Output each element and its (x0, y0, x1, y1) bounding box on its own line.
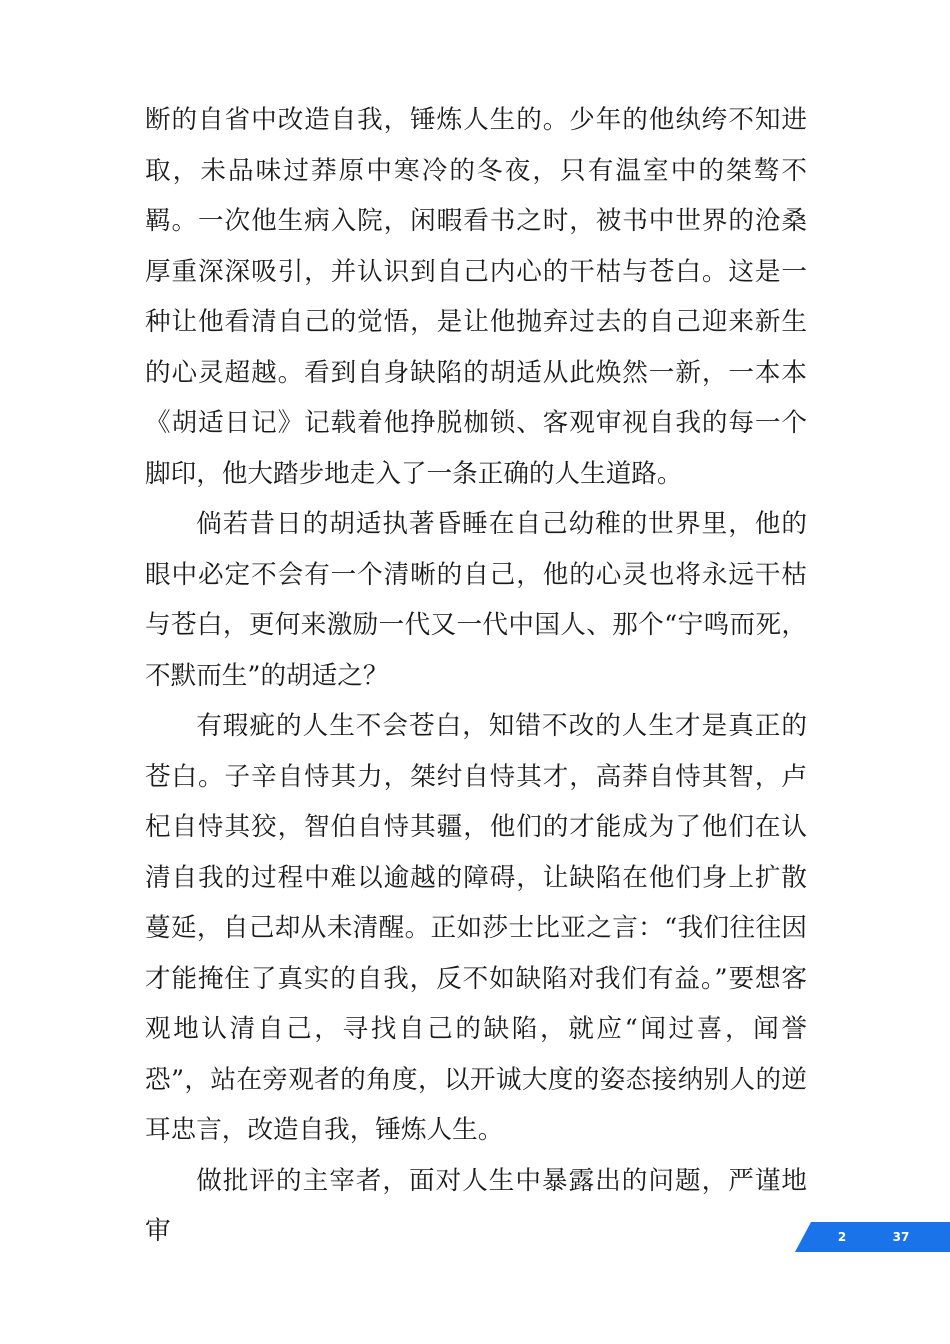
document-body (145, 95, 807, 1257)
current-page-number: 2 (837, 1230, 847, 1244)
paragraph-1: 断的自省中改造自我，锤炼人生的。少年的他纨绔不知进取，未品味过莽原中寒冷的冬夜，只有温室中的桀骜不羁。一次他生病入院，闲暇看书之时，被书中世界的沧桑厚重深深吸引，并认识到自己内心的干枯与苍白。这是一种让他看清自己的觉悟，是让他抛弃过去的自己迎来新生的心灵超越。看到自身缺陷的胡适从此焕然一新，一本本《胡适日记》记载着他挣脱枷锁、客观审视自我的每一个脚印，他大踏步地走入了一条正确的人生道路。 (145, 105, 807, 489)
paragraph-3: 有瑕疵的人生不会苍白，知错不改的人生才是真正的苍白。子辛自恃其力，桀纣自恃其才，高莽自恃其智，卢杞自恃其狡，智伯自恃其疆，他们的才能成为了他们在认清自我的过程中难以逾越的障碍，让缺陷在他们身上扩散蔓延，自己却从未清醒。正如莎士比亚之言：“我们往往因才能掩住了真实的自我，反不如缺陷对我们有益。”要想客观地认清自己，寻找自己的缺陷，就应“闻过喜，闻誉恐”，站在旁观者的角度，以开诚大度的姿态接纳别人的逆耳忠言，改造自我，锤炼人生。 (145, 711, 807, 1145)
paragraph-4: 做批评的主宰者，面对人生中暴露出的问题，严谨地审 (145, 1165, 807, 1246)
paragraph-2: 倘若昔日的胡适执著昏睡在自己幼稚的世界里，他的眼中必定不会有一个清晰的自己，他的心灵也将永远干枯与苍白，更何来激励一代又一代中国人、那个“宁鸣而死，不默而生”的胡适之？ (145, 509, 807, 691)
total-page-count: 37 (892, 1230, 910, 1244)
page-badge-shape (795, 1222, 950, 1252)
page-number-badge (795, 1222, 950, 1252)
